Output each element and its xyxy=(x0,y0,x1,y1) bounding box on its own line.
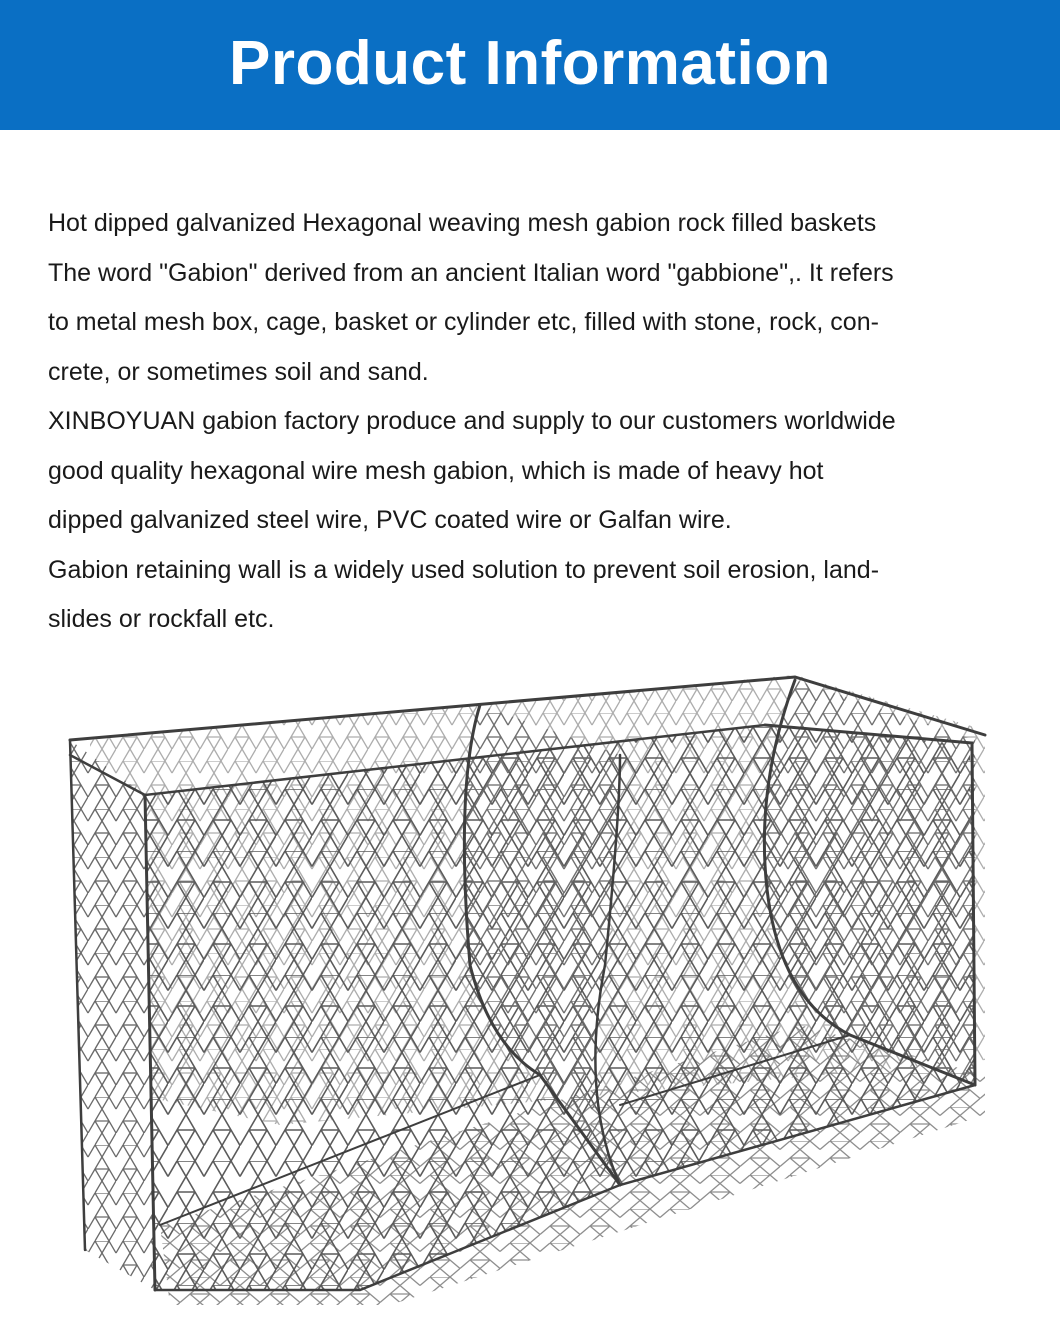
page-title: Product Information xyxy=(229,29,831,98)
description-line: good quality hexagonal wire mesh gabion, which is made of heavy hot xyxy=(48,456,824,485)
description-line: Gabion retaining wall is a widely used solution to prevent soil erosion, land- xyxy=(48,555,880,584)
product-description xyxy=(48,199,1023,645)
description-line: slides or rockfall etc. xyxy=(48,605,275,633)
header-banner xyxy=(0,0,1060,130)
description-line: XINBOYUAN gabion factory produce and supply to our customers worldwide xyxy=(48,407,896,435)
description-line: crete, or sometimes soil and sand. xyxy=(48,357,429,386)
description-line: dipped galvanized steel wire, PVC coated wire or Galfan wire. xyxy=(48,506,732,534)
description-line: Hot dipped galvanized Hexagonal weaving mesh gabion rock filled baskets xyxy=(48,209,877,237)
description-line: to metal mesh box, cage, basket or cylinder etc, filled with stone, rock, con- xyxy=(48,308,879,336)
description-line: The word "Gabion" derived from an ancient Italian word "gabbione",. It refers xyxy=(48,258,894,287)
gabion-basket-image xyxy=(60,665,990,1315)
